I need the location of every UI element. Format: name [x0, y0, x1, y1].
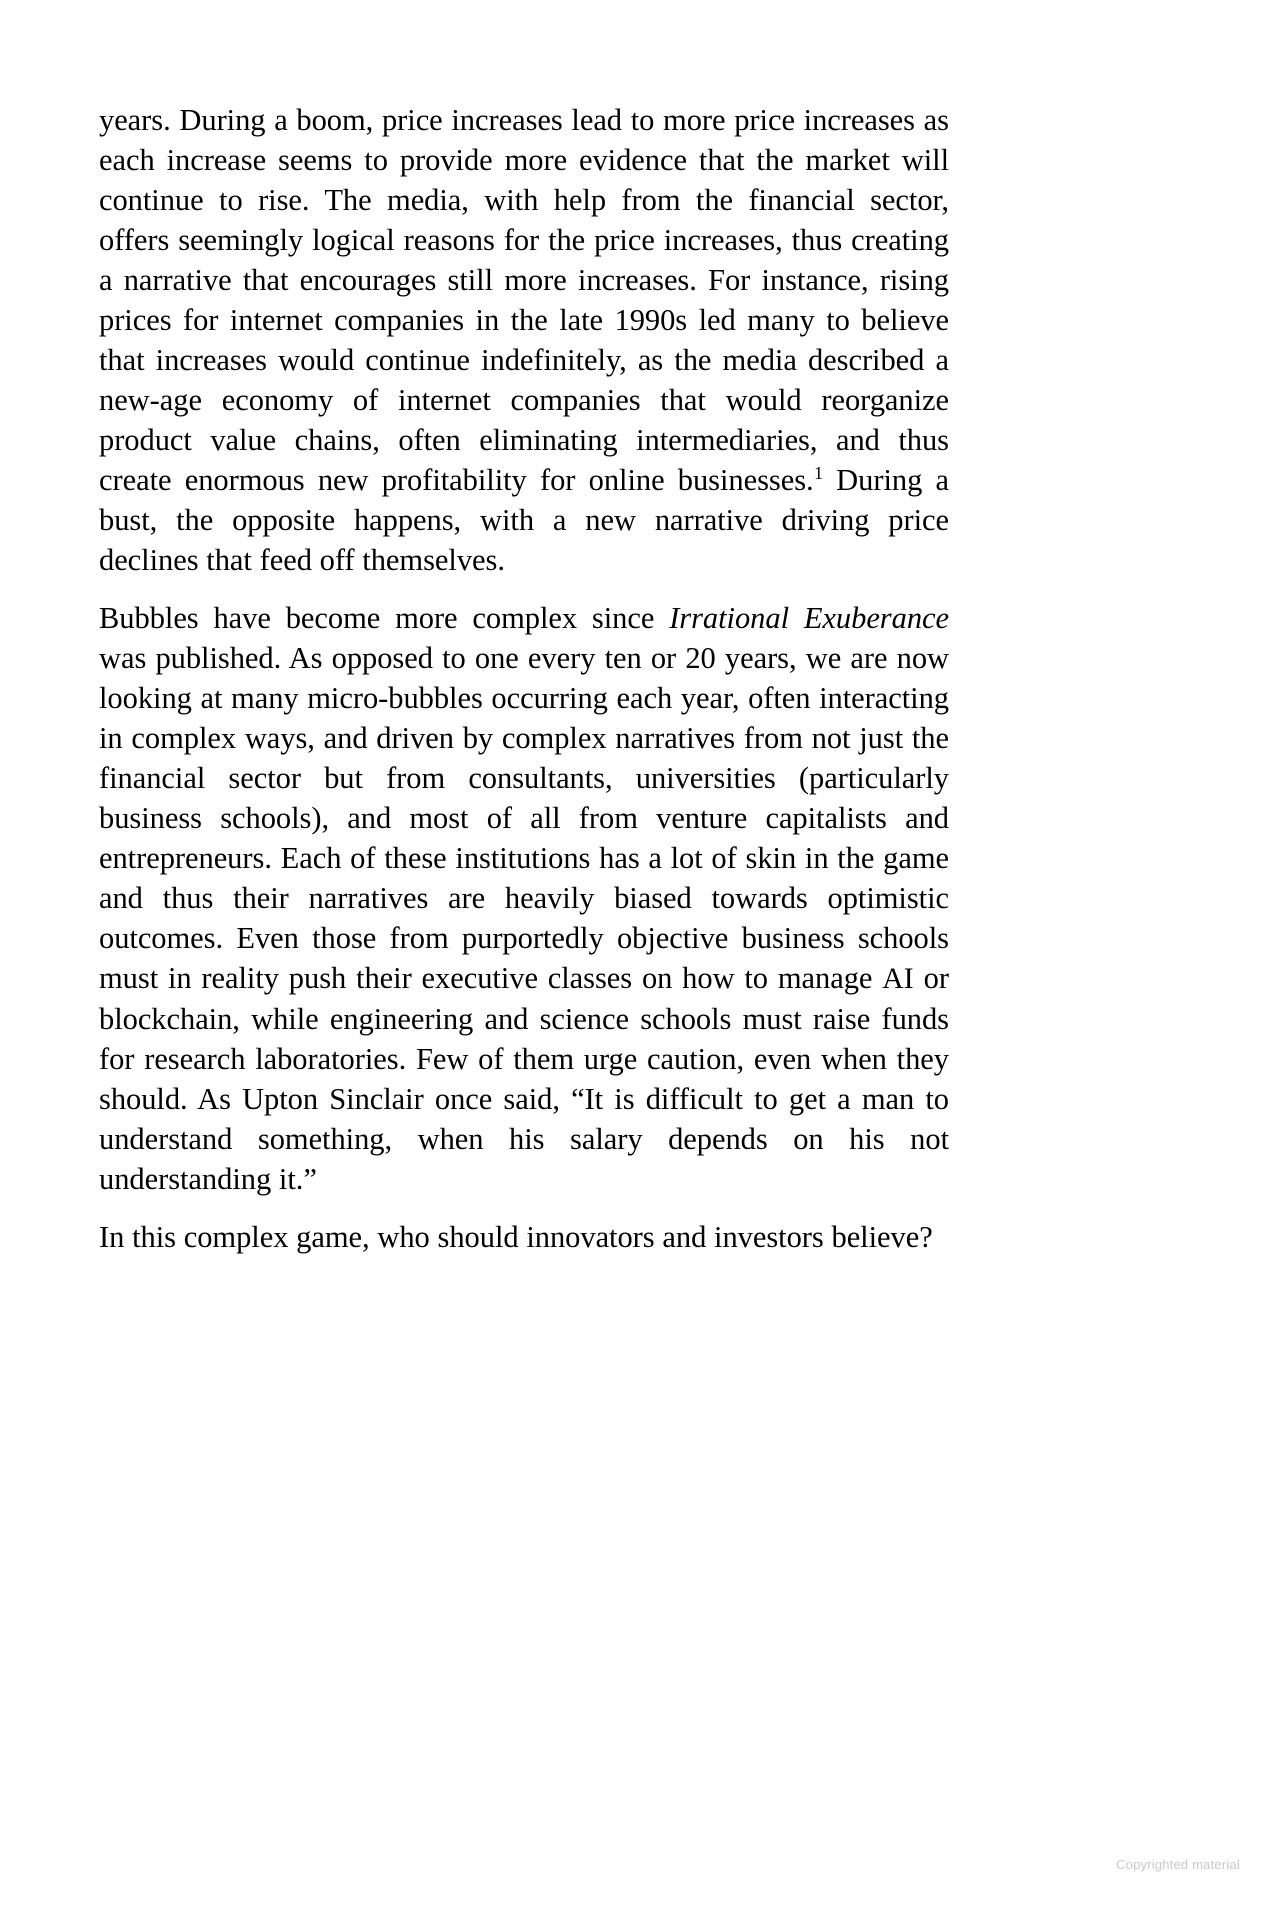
paragraph-closing-question: In this complex game, who should innovators and investors believe?: [99, 1220, 933, 1254]
book-title-italic: Irrational Exuberance: [669, 601, 950, 635]
copyright-watermark: Copyrighted material: [1116, 1857, 1240, 1872]
page-text-column: [99, 100, 949, 1257]
footnote-marker[interactable]: 1: [814, 462, 823, 483]
paragraph-boom-bust-narratives: years. During a boom, price increases lead to more price increases as each increase seems to provide more evidence that the market will continue to rise. The media, with help from the financial sector, offers seemingly logical reasons for the price increases, thus creating a narrative that encourages still more increases. For instance, rising prices for internet companies in the late 1990s led many to believe that increases would continue indefinitely, as the media described a new-age economy of internet companies that would reorganize product value chains, often eliminating intermediaries, and thus create enormous new profitability for online businesses.$^1$ During a bust, the opposite happens, with a new narrative driving price declines that feed off themselves.: [99, 103, 949, 577]
paragraph-micro-bubbles: Bubbles have become more complex since Irrational Exuberance was published. As opposed to one every ten or 20 years, we are now looking at many micro-bubbles occurring each year, often interacting in complex ways, and driven by complex narratives from not just the financial sector but from consultants, universities (particularly business schools), and most of all from venture capitalists and entrepreneurs. Each of these institutions has a lot of skin in the game and thus their narratives are heavily biased towards optimistic outcomes. Even those from purportedly objective business schools must in reality push their executive classes on how to manage AI or blockchain, while engineering and science schools must raise funds for research laboratories. Few of them urge caution, even when they should. As Upton Sinclair once said, “It is difficult to get a man to understand something, when his salary depends on his not understanding it.”: [99, 601, 950, 1196]
small-caps-term: AI: [882, 963, 914, 995]
